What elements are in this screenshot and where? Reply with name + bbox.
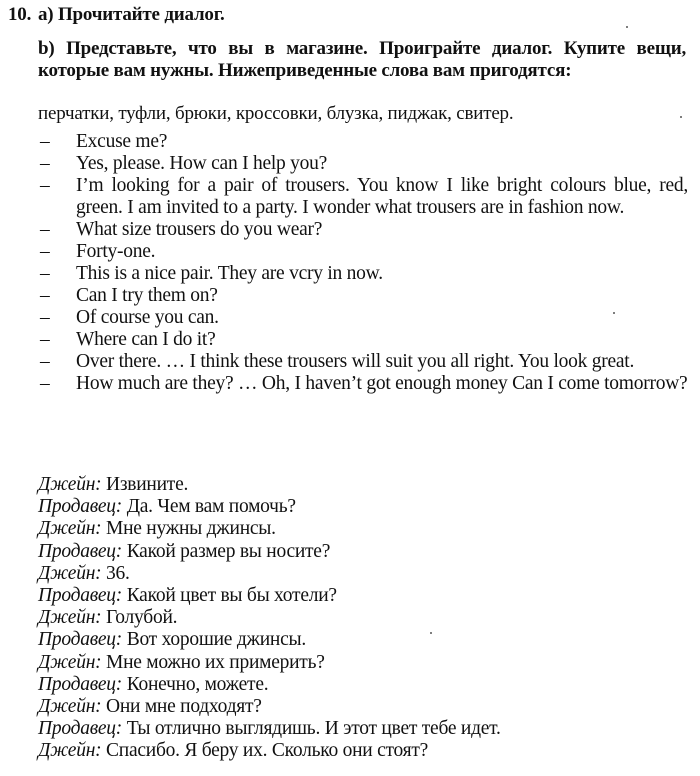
dialog-line [36, 329, 688, 351]
dash-marker: – [40, 373, 50, 394]
dialog-line [38, 563, 678, 585]
dialog-line-text: Мне нужны джинсы. [106, 518, 276, 540]
dialog-line-text: How much are they? … Oh, I haven’t got enough money Can I come tomorrow? [76, 373, 688, 394]
vocabulary-word-list: перчатки, туфли, брюки, кроссовки, блузка, пиджак, свитер. [38, 103, 514, 124]
exercise-number: 10. [8, 4, 32, 25]
dialog-line-text: Forty-one. [76, 241, 156, 262]
dash-marker: – [40, 241, 50, 262]
dialog-line-text: Да. Чем вам помочь? [126, 496, 296, 518]
dialog-line-text: Over there. … I think these trousers will suit you all right. You look great. [76, 351, 635, 372]
dash-marker: – [40, 351, 50, 372]
dash-marker: – [40, 131, 50, 152]
exercise-part-b: b) Представьте, что вы в магазине. Проиграйте диалог. Купите вещи, которые вам нужны. Нижеприведенные слова вам пригодятся: [38, 38, 686, 81]
speaker-name: Джейн: [38, 607, 102, 629]
dialog-line [38, 629, 678, 651]
scan-speck [680, 116, 682, 118]
dialog-line-text: Of course you can. [76, 307, 219, 328]
dialog-line [36, 307, 688, 329]
dialog-line-text: Какой цвет вы бы хотели? [126, 585, 337, 607]
dialog-line [38, 518, 678, 540]
dash-marker: – [40, 329, 50, 350]
dialog-line [38, 585, 678, 607]
dash-marker: – [40, 153, 50, 174]
speaker-name: Продавец: [38, 540, 123, 562]
scan-speck [430, 632, 432, 634]
speaker-name: Джейн: [38, 474, 102, 495]
dialog-line [36, 241, 688, 263]
dialog-line [38, 607, 678, 629]
speaker-name: Продавец: [38, 496, 123, 518]
dialog-line-text: Ты отлично выглядишь. И этот цвет тебе идет. [126, 718, 501, 740]
dialog-line [38, 696, 678, 718]
scan-speck [626, 26, 628, 28]
speaker-name: Джейн: [38, 740, 102, 762]
dialog-line [36, 351, 688, 373]
dialog-line [38, 718, 678, 740]
dialog-line-text: Конечно, можете. [126, 673, 269, 695]
speaker-name: Джейн: [38, 651, 102, 673]
dialog-line [36, 219, 688, 241]
dialog-line [38, 652, 678, 674]
dialog-line [36, 153, 688, 175]
speaker-name: Джейн: [38, 696, 102, 718]
speaker-name: Джейн: [38, 518, 102, 540]
dialog-line [36, 131, 688, 153]
dialog-line [36, 285, 688, 307]
exercise-part-a: a) Прочитайте диалог. [38, 4, 225, 25]
dialog-line [38, 496, 678, 518]
dialog-line-text: Where can I do it? [76, 329, 216, 350]
dialog-line-text: Вот хорошие джинсы. [126, 629, 306, 651]
dialog-line-text: Excuse me? [76, 131, 168, 152]
dash-marker: – [40, 285, 50, 306]
dash-marker: – [40, 219, 50, 240]
scan-speck [613, 312, 615, 314]
dialog-line [36, 373, 688, 395]
dialog-line-text: Yes, please. How can I help you? [76, 153, 328, 174]
speaker-name: Продавец: [38, 718, 123, 740]
speaker-name: Продавец: [38, 585, 123, 607]
dialog-line [38, 674, 678, 696]
dialog-line-text: Голубой. [106, 607, 178, 629]
dialog-line [38, 740, 678, 762]
speaker-name: Джейн: [38, 562, 102, 584]
dialog-line-text: What size trousers do you wear? [76, 219, 323, 240]
dash-marker: – [40, 175, 50, 196]
speaker-name: Продавец: [38, 629, 123, 651]
dialog-line-text: Can I try them on? [76, 285, 218, 306]
dialog-line-text: 36. [106, 562, 130, 584]
dialog-line-text: Мне можно их примерить? [106, 651, 325, 673]
dialog-line [38, 541, 678, 563]
dialog-line-text: I’m looking for a pair of trousers. You know I like bright colours blue, red, green. I am invited to a party. I wonder what trousers are in fashion now. [76, 175, 688, 218]
dialog-line-text: Извините. [106, 474, 189, 495]
speaker-name: Продавец: [38, 673, 123, 695]
english-dialog [36, 131, 688, 395]
dialog-line-text: This is a nice pair. They are vcry in now. [76, 263, 383, 284]
dash-marker: – [40, 263, 50, 284]
dash-marker: – [40, 307, 50, 328]
dialog-line-text: Они мне подходят? [106, 696, 262, 718]
dialog-line [38, 474, 678, 496]
russian-dialog [38, 474, 678, 763]
dialog-line-text: Спасибо. Я беру их. Сколько они стоят? [106, 740, 429, 762]
dialog-line-text: Какой размер вы носите? [126, 540, 331, 562]
dialog-line [36, 175, 688, 219]
dialog-line [36, 263, 688, 285]
